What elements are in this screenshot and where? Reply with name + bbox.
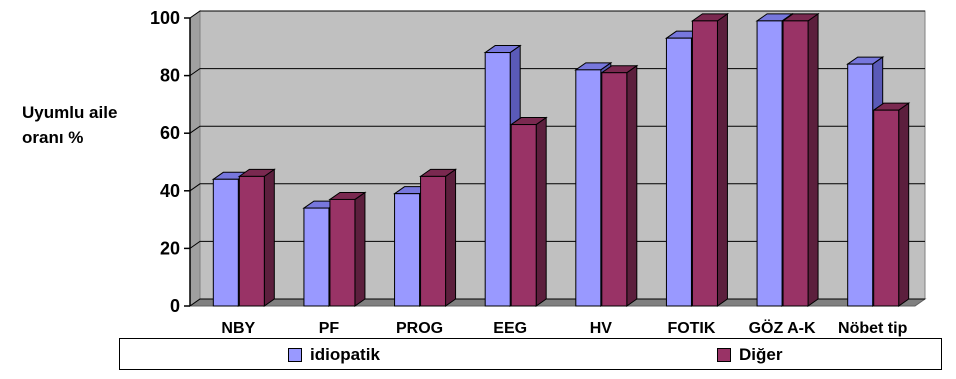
bar-dier-3: [511, 118, 546, 306]
bar-dier-4: [602, 66, 637, 306]
legend: [119, 338, 942, 370]
bar-front: [874, 110, 899, 306]
bar-front: [757, 21, 782, 306]
legend-swatch-idiopatik: [288, 348, 302, 362]
bar-side: [446, 169, 456, 306]
bar-side: [355, 192, 365, 306]
y-axis-ticks: [150, 8, 180, 316]
y-tick-label: 20: [159, 238, 180, 259]
x-axis-categories: [221, 318, 907, 337]
bar-dier-0: [239, 169, 274, 306]
bar-front: [511, 125, 536, 306]
bar-front: [304, 208, 329, 306]
bar-side: [808, 14, 818, 306]
bar-front: [485, 53, 510, 306]
bar-side: [627, 66, 637, 306]
legend-swatch-diger: [717, 348, 731, 362]
x-category-label: EEG: [493, 320, 528, 337]
y-tick-label: 60: [159, 123, 180, 144]
bar-front: [692, 21, 717, 306]
x-category-label: Nöbet tip: [838, 320, 908, 337]
bar-side: [536, 118, 546, 306]
y-axis-label-line-2: oranı %: [22, 128, 84, 147]
x-category-label: PROG: [396, 320, 444, 337]
bar-front: [330, 199, 355, 306]
y-tick-label: 40: [159, 180, 180, 201]
x-category-label: GÖZ A-K: [748, 320, 816, 337]
bar-front: [666, 38, 691, 306]
legend-label-idiopatik: idiopatik: [310, 345, 380, 364]
bar-front: [239, 176, 264, 306]
bar-dier-5: [692, 14, 727, 306]
bar-dier-2: [421, 169, 456, 306]
bar-side: [899, 103, 909, 306]
y-tick-label: 0: [169, 296, 180, 316]
y-tick-label: 80: [159, 65, 180, 86]
bar-front: [783, 21, 808, 306]
x-category-label: FOTIK: [667, 320, 716, 337]
y-axis-label-line-1: Uyumlu aile: [22, 103, 118, 122]
x-category-label: PF: [318, 320, 340, 337]
legend-item-diger: [717, 345, 782, 365]
bar-front: [395, 194, 420, 306]
bar-dier-7: [874, 103, 909, 306]
bar-dier-1: [330, 192, 365, 306]
bar-front: [602, 73, 627, 306]
x-category-label: NBY: [221, 320, 256, 337]
bar-side: [264, 169, 274, 306]
bar-front: [576, 70, 601, 306]
x-category-label: HV: [589, 320, 612, 337]
legend-item-idiopatik: [288, 345, 380, 365]
y-tick-label: 100: [149, 8, 180, 28]
bar-front: [421, 176, 446, 306]
y-axis-label: [22, 100, 117, 150]
bar-dier-6: [783, 14, 818, 306]
legend-label-diger: Diğer: [739, 345, 783, 364]
bar-side: [717, 14, 727, 306]
bar-front: [848, 64, 873, 306]
bar-front: [213, 179, 238, 306]
side-wall: [190, 11, 200, 306]
